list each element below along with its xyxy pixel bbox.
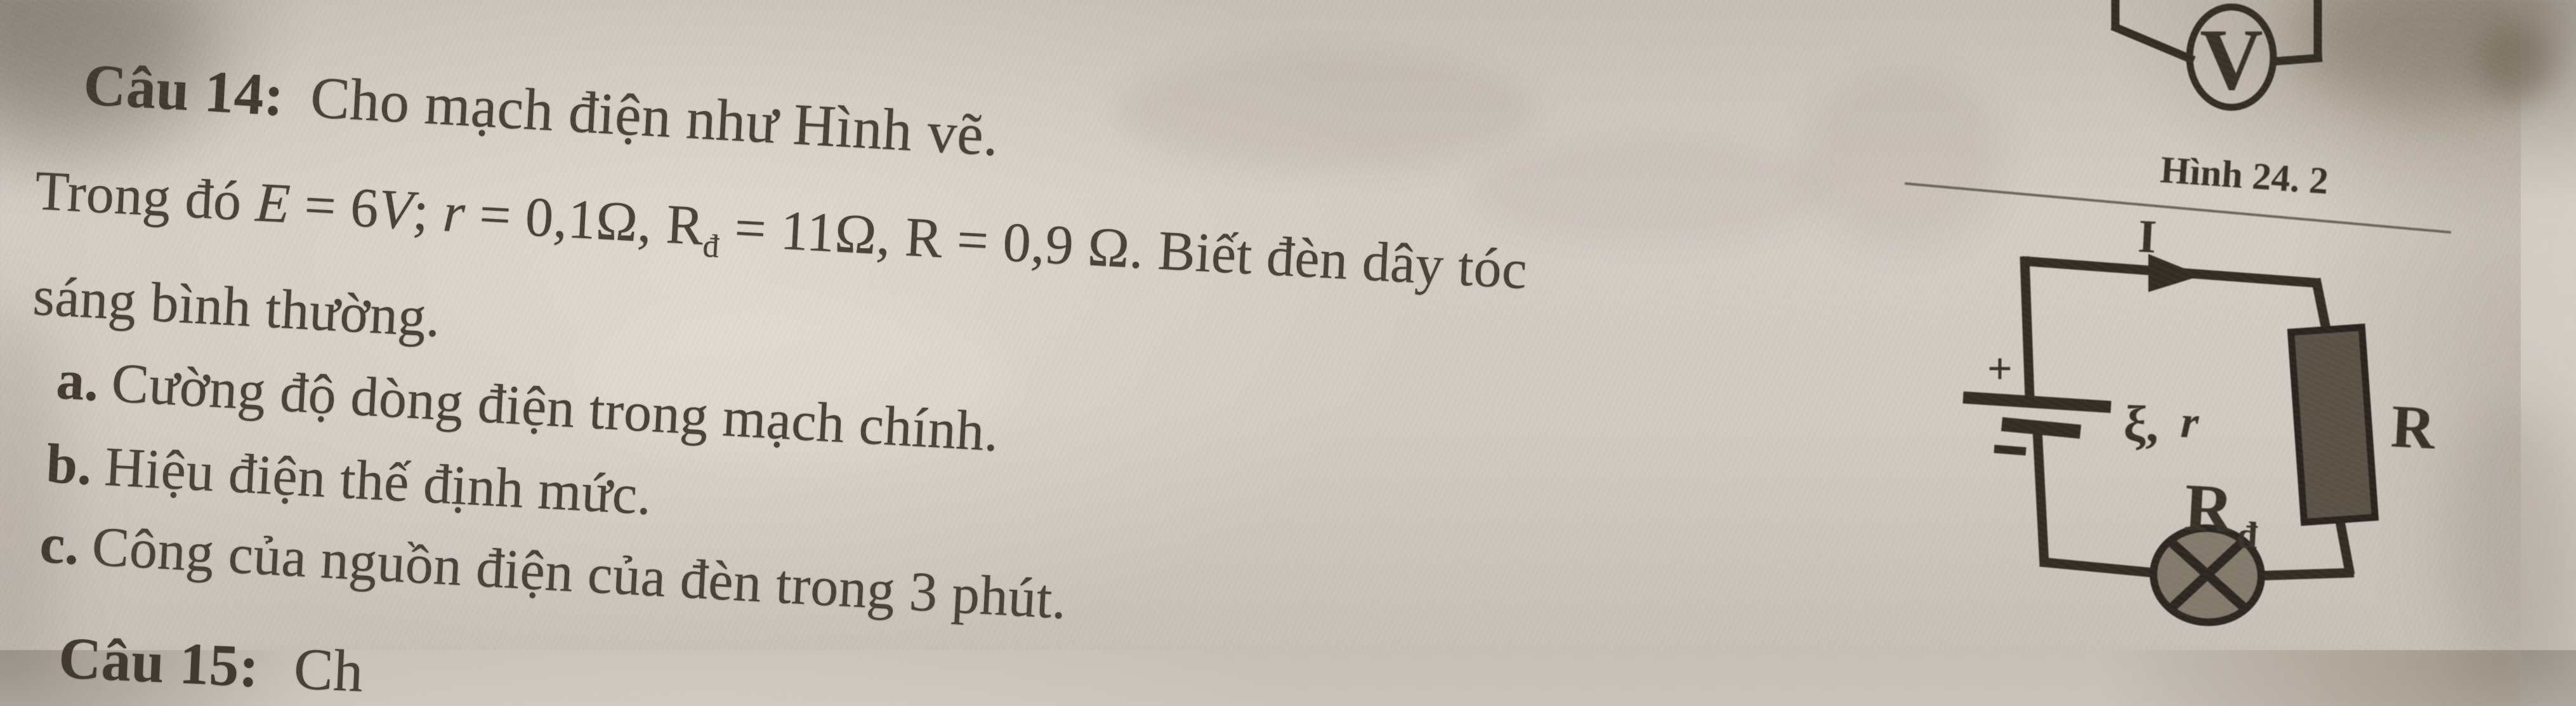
question-14-line3: sáng bình thường. [31, 265, 442, 349]
ink-bleedthrough [1117, 51, 1535, 171]
question-15-fragment [57, 624, 365, 706]
resistor [2291, 327, 2376, 522]
given-eq3: = 11Ω, R = 0,9 Ω. Biết đèn dây tóc [718, 196, 1529, 302]
figure-caption: Hình 24. 2 [2159, 148, 2330, 203]
given-eq2: = 0,1Ω, R [463, 183, 706, 258]
item-c-text: Công của nguồn điện của đèn trong 3 phút. [90, 516, 1068, 631]
item-c-label: c. [38, 512, 81, 577]
question-14-intro: Cho mạch điện như Hình vẽ. [308, 64, 1001, 169]
lamp-sub-label: đ [2235, 514, 2259, 557]
given-eq1: = 6 [288, 173, 381, 240]
lamp-R-label: R [2182, 470, 2235, 547]
question-14-item-b [45, 432, 654, 528]
emf-xi-label: ξ, [2122, 396, 2161, 453]
bottom-wire-left [2040, 562, 2160, 573]
left-wire-lower [2037, 429, 2044, 565]
emf-symbol: E [254, 171, 292, 236]
item-a-label: a. [55, 349, 101, 413]
question-15-label: Câu 15: [57, 625, 261, 700]
lamp-subscript: đ [702, 228, 721, 265]
given-sep: ; [411, 180, 445, 244]
battery-minus-dash [1994, 449, 2026, 451]
voltmeter-label: V [2200, 11, 2263, 108]
ink-bleedthrough [1472, 140, 1827, 241]
left-wire-upper [2025, 256, 2030, 398]
question-14-label: Câu 14: [82, 51, 286, 129]
item-b-text: Hiệu điện thế định mức. [103, 436, 654, 527]
current-arrow [2148, 254, 2202, 292]
resistor-label: R [2389, 392, 2437, 462]
photo-smudge [0, 305, 63, 698]
question-14-item-c [38, 512, 1068, 632]
battery-long-plate [1963, 397, 2111, 407]
internal-r-symbol: r [441, 182, 467, 244]
right-wire-lower [2339, 514, 2350, 575]
item-a-text: Cường độ dòng điện trong mạch chính. [110, 352, 1001, 463]
volt-unit: V [377, 178, 415, 242]
given-prefix: Trong đó [33, 159, 258, 234]
current-label: I [2136, 210, 2158, 263]
item-b-label: b. [44, 432, 94, 497]
bottom-wire-right [2256, 573, 2354, 576]
battery-plus-label: + [1987, 345, 2013, 394]
question-15-text: Ch [292, 636, 365, 705]
circuit-figure [1903, 0, 2521, 650]
emf-r-label: r [2179, 396, 2200, 448]
question-14-line1 [82, 51, 1001, 170]
